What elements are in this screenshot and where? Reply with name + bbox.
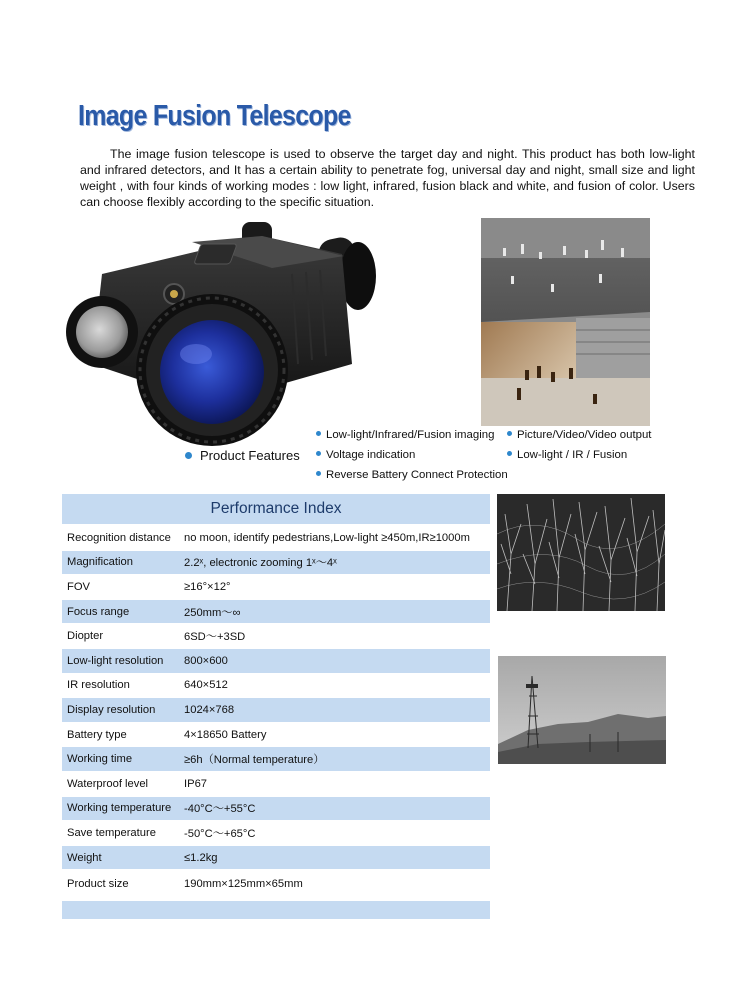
row-label: Diopter <box>67 630 104 643</box>
table-row <box>62 600 490 625</box>
row-value: 6SD～+3SD <box>184 631 246 644</box>
row-value: -40°C～+55°C <box>184 803 256 816</box>
table-heading: Performance Index <box>62 494 490 526</box>
row-label: IR resolution <box>67 679 130 692</box>
table-row <box>62 575 490 600</box>
table-row <box>62 747 490 772</box>
feature-item: Picture/Video/Video output <box>507 429 651 441</box>
product-features-heading: Product Features <box>185 448 300 463</box>
row-label: Product size <box>67 877 129 890</box>
row-label: Save temperature <box>67 826 156 839</box>
row-value: ≥16°×12° <box>184 580 231 593</box>
intro-paragraph: The image fusion telescope is used to observe the target day and night. This product has both low-light and infrared detectors, and It has a certain ability to penetrate fog, universal day and night, small size and light weight , with four kinds of working modes : low light, infrared, fusion black and white, and fusion of color. Users can choose flexibly according to the specific situation. <box>80 147 695 209</box>
row-label: Recognition distance <box>67 531 171 544</box>
bullet-icon <box>316 431 321 436</box>
table-row <box>62 551 490 576</box>
night-vision-trees-photo <box>497 494 665 611</box>
feature-item: Low-light/Infrared/Fusion imaging <box>316 429 494 441</box>
tower-landscape-photo <box>498 656 666 764</box>
bullet-icon <box>507 431 512 436</box>
row-value: 4×18650 Battery <box>184 728 267 741</box>
performance-table <box>62 494 490 919</box>
table-row <box>62 698 490 723</box>
row-value: -50°C～+65°C <box>184 827 256 840</box>
row-value: 800×600 <box>184 654 228 667</box>
table-footer-band <box>62 901 490 919</box>
row-label: Working time <box>67 753 133 766</box>
bullet-icon <box>507 451 512 456</box>
row-value: no moon, identify pedestrians,Low-light ≥450m,IR≥1000m <box>184 531 470 544</box>
table-row <box>62 772 490 797</box>
table-row <box>62 649 490 674</box>
row-value: 2.2ˣ, electronic zooming 1ˣ～4ˣ <box>184 557 337 570</box>
row-label: Low-light resolution <box>67 654 164 667</box>
feature-item: Reverse Battery Connect Protection <box>316 469 508 481</box>
bullet-icon <box>185 452 192 459</box>
table-row <box>62 723 490 748</box>
row-value: 190mm×125mm×65mm <box>184 877 303 890</box>
row-value: 250mm～∞ <box>184 606 241 619</box>
row-value: ≤1.2kg <box>184 851 218 864</box>
row-label: Magnification <box>67 556 133 569</box>
row-value: 640×512 <box>184 679 228 692</box>
thermal-fusion-photo <box>481 218 650 426</box>
feature-item: Voltage indication <box>316 449 415 461</box>
row-label: Focus range <box>67 605 130 618</box>
row-value: ≥6h（Normal temperature） <box>184 754 325 767</box>
row-label: Waterproof level <box>67 777 149 790</box>
feature-item: Low-light / IR / Fusion <box>507 449 627 461</box>
row-label: Display resolution <box>67 703 156 716</box>
bullet-icon <box>316 471 321 476</box>
row-label: Battery type <box>67 728 127 741</box>
table-row <box>62 526 490 551</box>
page-title: Image Fusion Telescope <box>78 100 351 132</box>
row-value: 1024×768 <box>184 703 235 716</box>
bullet-icon <box>316 451 321 456</box>
table-row <box>62 821 490 846</box>
table-row <box>62 846 490 871</box>
table-row <box>62 624 490 649</box>
row-label: Working temperature <box>67 802 172 815</box>
table-row <box>62 674 490 699</box>
row-value: IP67 <box>184 777 208 790</box>
table-row <box>62 797 490 822</box>
row-label: FOV <box>67 580 90 593</box>
table-row <box>62 870 490 898</box>
row-label: Weight <box>67 851 102 864</box>
binocular-product-image <box>62 214 382 464</box>
